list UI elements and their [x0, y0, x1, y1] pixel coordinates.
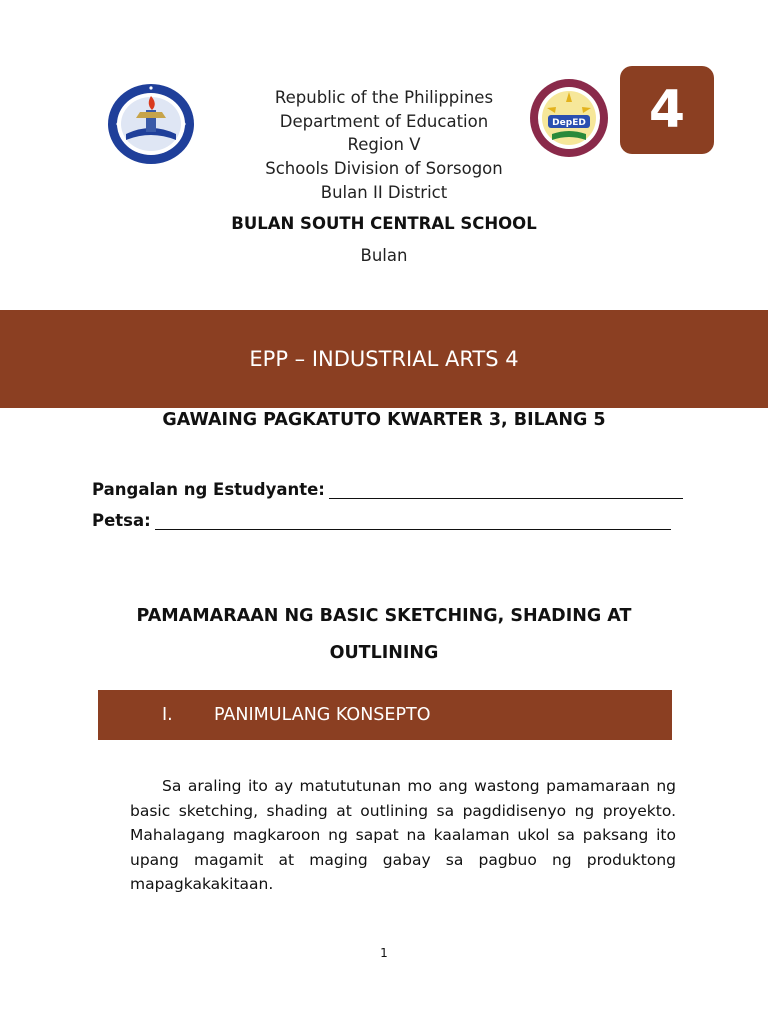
header-district: Bulan II District [320, 182, 448, 202]
page-number: 1 [380, 946, 388, 960]
subject-banner [0, 310, 768, 408]
section-title: PANIMULANG KONSEPTO [214, 705, 431, 725]
header-department: Department of Education [279, 111, 489, 131]
school-town: Bulan [360, 246, 408, 265]
date-label: Petsa: [92, 511, 151, 530]
school-name: BULAN SOUTH CENTRAL SCHOOL [231, 214, 537, 233]
header-division: Schools Division of Sorsogon [265, 159, 503, 179]
student-name-field[interactable] [92, 480, 683, 499]
intro-paragraph: Sa araling ito ay matututunan mo ang wastong pamamaraan ng basic sketching, shading at outlining sa pagdidisenyo ng proyekto. Mahalagang magkaroon ng sapat na kaalaman ukol sa paksang ito upang magamit at maging gabay sa pagbuo ng produktong mapagkakakitaan. [130, 777, 676, 893]
grade-badge: 4 [620, 66, 714, 154]
date-field[interactable] [92, 511, 671, 530]
section-number: I. [162, 705, 173, 725]
student-name-label: Pangalan ng Estudyante: [92, 480, 325, 499]
deped-sorsogon-seal-icon [106, 82, 196, 166]
header-region: Region V [347, 135, 421, 155]
section-heading [98, 690, 672, 740]
lesson-title: PAMAMARAAN NG BASIC SKETCHING, SHADING AT OUTLINING [136, 606, 632, 663]
subject-title: EPP – INDUSTRIAL ARTS 4 [249, 347, 519, 371]
activity-title: GAWAING PAGKATUTO KWARTER 3, BILANG 5 [162, 410, 606, 430]
student-name-blank[interactable] [329, 482, 683, 499]
institution-header [200, 86, 568, 205]
date-blank[interactable] [155, 513, 671, 530]
header-republic: Republic of the Philippines [274, 88, 494, 107]
deped-logo-text: DepED [552, 118, 586, 128]
